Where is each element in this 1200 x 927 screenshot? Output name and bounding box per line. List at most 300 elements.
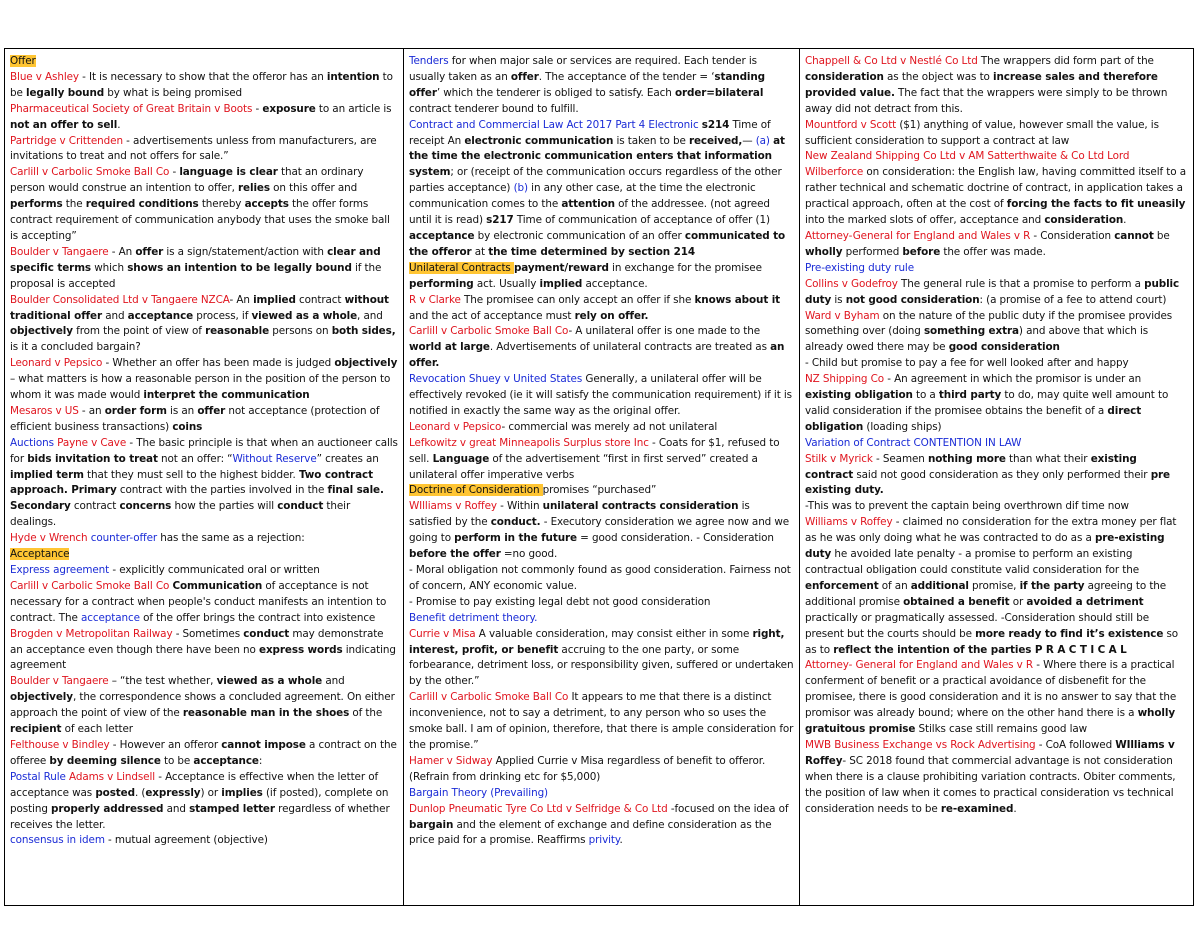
key-phrase: perform in the future bbox=[454, 532, 577, 545]
key-phrase: existing contract bbox=[805, 452, 1137, 481]
key-phrase: the time determined by section 214 bbox=[488, 245, 695, 258]
key-phrase: more ready to find it’s existence bbox=[975, 627, 1164, 640]
text-run: for when major sale or services are required. Each tender is usually taken as an bbox=[409, 55, 757, 83]
case-name: Carlill v Carbolic Smoke Ball Co bbox=[409, 691, 569, 704]
text-run: . ( bbox=[134, 786, 146, 799]
key-phrase: objectively bbox=[10, 325, 73, 338]
key-phrase: payment/reward bbox=[513, 261, 609, 274]
text-run: promise, bbox=[968, 579, 1020, 592]
text-run: - CoA followed bbox=[1035, 738, 1116, 751]
topic-link: Variation of Contract CONTENTION IN LAW bbox=[805, 436, 1022, 449]
note-paragraph bbox=[10, 54, 398, 70]
text-run: practically or pragmatically assessed. -Consideration should still be present but the courts should be bbox=[805, 611, 1150, 640]
key-phrase: knows about it bbox=[694, 293, 781, 306]
section-heading: Doctrine of Consideration bbox=[409, 484, 543, 497]
key-phrase: without traditional offer bbox=[10, 293, 389, 322]
text-run: of the bbox=[349, 707, 383, 720]
topic-link: Express agreement bbox=[10, 564, 110, 576]
key-phrase: nothing more bbox=[927, 452, 1006, 465]
key-phrase: communicated to the offeror bbox=[409, 229, 786, 258]
key-phrase: before the offer bbox=[409, 548, 501, 561]
key-phrase: an offer. bbox=[409, 341, 785, 370]
key-phrase: public duty bbox=[805, 277, 1180, 306]
case-name: Hyde v Wrench bbox=[10, 532, 88, 545]
key-phrase: shows an intention to be legally bound bbox=[127, 261, 352, 274]
key-phrase: concerns bbox=[119, 500, 172, 513]
text-run: by electronic communication of an offer bbox=[474, 229, 685, 242]
note-paragraph bbox=[409, 118, 794, 261]
text-run: how the parties will bbox=[171, 500, 278, 513]
topic-link: (b) bbox=[513, 182, 528, 195]
case-name: Chappell & Co Ltd v Nestlé Co Ltd bbox=[805, 55, 978, 67]
case-name: Payne v Cave bbox=[57, 436, 127, 449]
text-run: may demonstrate an acceptance even though there have been no bbox=[10, 627, 384, 656]
text-run: - advertisements unless from manufacturers, are invitations to treat and not offers for sale.” bbox=[10, 134, 377, 163]
case-name: Pharmaceutical Society of Great Britain v Boots bbox=[10, 102, 253, 115]
text-run: is an bbox=[166, 404, 198, 417]
key-phrase: viewed as a whole bbox=[216, 675, 323, 688]
text-run: ” creates an bbox=[316, 452, 379, 465]
text-run: -This was to prevent the captain being overthrown dif time now bbox=[805, 500, 1129, 513]
case-name: Williams v Roffey bbox=[805, 516, 893, 529]
key-phrase: pre existing duty. bbox=[805, 468, 1170, 497]
text-run: to an article is bbox=[315, 102, 392, 115]
text-run: , the correspondence shows a concluded agreement. On either approach the point of view of the bbox=[10, 691, 395, 720]
case-name: Dunlop Pneumatic Tyre Co Ltd v Selfridge & Co Ltd bbox=[409, 802, 668, 815]
note-paragraph bbox=[10, 674, 398, 738]
text-run: said not good consideration as they only performed their bbox=[853, 468, 1151, 481]
key-phrase: third party bbox=[938, 389, 1002, 402]
case-name: Felthouse v Bindley bbox=[10, 738, 110, 751]
text-run: the bbox=[62, 198, 86, 211]
text-run: - mutual agreement (objective) bbox=[104, 834, 268, 847]
key-phrase: not an offer to sell bbox=[10, 118, 118, 131]
key-phrase: legally bound bbox=[26, 86, 105, 99]
text-run: from the point of view of bbox=[72, 325, 206, 338]
column-offer-acceptance bbox=[5, 49, 403, 905]
text-run: of acceptance is not necessary for a contract when people's conduct manifests an intention to contract. The bbox=[10, 579, 387, 624]
note-paragraph bbox=[409, 595, 794, 611]
note-paragraph bbox=[409, 627, 794, 691]
text-run: contract with the parties involved in the bbox=[116, 484, 328, 497]
key-phrase: offer bbox=[510, 70, 539, 83]
note-paragraph bbox=[10, 436, 398, 531]
key-phrase: Communication bbox=[172, 579, 263, 592]
topic-link: Benefit detriment theory. bbox=[409, 611, 538, 624]
key-phrase: consideration bbox=[805, 70, 884, 83]
text-run: - bbox=[169, 166, 180, 179]
key-phrase: accepts bbox=[244, 198, 289, 211]
key-phrase: exposure bbox=[262, 102, 316, 115]
text-run: at bbox=[471, 245, 489, 258]
key-phrase: forcing the facts to fit uneasily bbox=[1006, 198, 1186, 211]
text-run: , and bbox=[357, 309, 383, 322]
text-run: – what matters is how a reasonable person in the position of the person to whom it was made would bbox=[10, 373, 391, 402]
case-name: Attorney- General for England and Wales v R bbox=[805, 659, 1034, 672]
text-run: in exchange for the promisee bbox=[608, 261, 762, 274]
note-paragraph bbox=[805, 261, 1188, 277]
key-phrase: s214 bbox=[701, 118, 730, 131]
note-paragraph bbox=[805, 372, 1188, 436]
topic-link: acceptance bbox=[81, 611, 140, 624]
topic-link: consensus in idem bbox=[10, 834, 105, 847]
text-run: acceptance. bbox=[582, 277, 648, 290]
note-paragraph bbox=[10, 356, 398, 404]
case-name: Boulder v Tangaere bbox=[10, 675, 109, 688]
text-run: and bbox=[163, 802, 190, 815]
text-run: . Advertisements of unilateral contracts are treated as bbox=[489, 341, 771, 354]
topic-link: counter-offer bbox=[90, 532, 158, 545]
text-run: which bbox=[91, 261, 128, 274]
key-phrase: avoided a detriment bbox=[1026, 595, 1144, 608]
key-phrase: not good consideration bbox=[845, 293, 980, 306]
text-run: their dealings. bbox=[10, 500, 351, 529]
text-run: in any other case, at the time the electronic communication comes to the bbox=[409, 182, 756, 211]
text-run: on consideration: the English law, having committed itself to a rather technical and schematic doctrine of contract, in application takes a practical approach, often at the cost of bbox=[805, 166, 1186, 211]
case-name: Mesaros v US bbox=[10, 404, 79, 417]
key-phrase: offer bbox=[197, 404, 226, 417]
key-phrase: enforcement bbox=[805, 579, 879, 592]
text-run: to be bbox=[160, 754, 194, 767]
note-paragraph bbox=[10, 833, 398, 849]
case-name: Boulder v Tangaere bbox=[10, 245, 109, 258]
key-phrase: if the party bbox=[1019, 579, 1085, 592]
topic-link: Tenders bbox=[409, 55, 449, 67]
note-paragraph bbox=[409, 372, 794, 420]
key-phrase: acceptance bbox=[409, 229, 475, 242]
text-run: performed bbox=[842, 245, 903, 258]
text-run: - Moral obligation not commonly found as good consideration. Fairness not of concern, ANY economic value. bbox=[409, 564, 791, 592]
text-run: on this offer and bbox=[269, 182, 358, 195]
note-paragraph bbox=[805, 436, 1188, 452]
topic-link: Revocation Shuey v United States bbox=[409, 373, 583, 386]
case-name: Brogden v Metropolitan Railway bbox=[10, 627, 173, 640]
text-run: — bbox=[742, 134, 756, 147]
text-run: - Seamen bbox=[872, 452, 928, 465]
text-run: : (a promise of a fee to attend court) bbox=[979, 293, 1167, 306]
text-run: ’ which the tenderer is obliged to satisfy. Each bbox=[436, 86, 675, 99]
topic-link: Bargain Theory (Prevailing) bbox=[409, 786, 549, 799]
text-run: and bbox=[322, 675, 345, 688]
note-paragraph bbox=[10, 245, 398, 293]
notes-sheet bbox=[4, 48, 1194, 906]
text-run: or bbox=[1009, 595, 1027, 608]
case-name: Stilk v Myrick bbox=[805, 452, 873, 465]
text-run: and the element of exchange and define consideration as the price paid for a promise. Reaffirms bbox=[409, 818, 772, 847]
text-run: -focused on the idea of bbox=[667, 802, 789, 815]
key-phrase: WIlliams v Roffey bbox=[805, 738, 1175, 767]
key-phrase: wholly bbox=[805, 245, 843, 258]
case-name: Attorney-General for England and Wales v R bbox=[805, 229, 1031, 242]
key-phrase: cannot impose bbox=[221, 738, 306, 751]
text-run: than what their bbox=[1005, 452, 1091, 465]
note-paragraph bbox=[409, 54, 794, 118]
note-paragraph bbox=[805, 277, 1188, 309]
case-name: Blue v Ashley bbox=[10, 70, 79, 83]
text-run: contract tenderer bound to fulfill. bbox=[409, 102, 579, 115]
text-run: Time of receipt An bbox=[409, 118, 771, 147]
key-phrase: re-examined bbox=[940, 802, 1014, 815]
key-phrase: at the time the electronic communication enters that information system bbox=[409, 134, 785, 179]
text-run: is it a concluded bargain? bbox=[10, 341, 141, 354]
note-paragraph bbox=[409, 690, 794, 754]
key-phrase: performing bbox=[409, 277, 474, 290]
text-run: is satisfied by the bbox=[409, 500, 750, 529]
key-phrase: acceptance bbox=[127, 309, 194, 322]
case-name: Ward v Byham bbox=[805, 309, 880, 322]
case-name: R v Clarke bbox=[409, 293, 461, 306]
text-run: ; or (receipt of the communication occurs regardless of the other parties acceptance) bbox=[409, 166, 782, 195]
note-paragraph bbox=[409, 802, 794, 850]
text-run: - Sometimes bbox=[172, 627, 244, 640]
text-run: is taken to be bbox=[613, 134, 689, 147]
key-phrase: conduct. bbox=[490, 516, 541, 529]
text-run: of the addressee. (not agreed until it is read) bbox=[409, 198, 770, 227]
key-phrase: coins bbox=[172, 420, 203, 433]
note-paragraph bbox=[805, 738, 1188, 818]
note-paragraph bbox=[10, 770, 398, 834]
case-name: Leonard v Pepsico bbox=[409, 420, 502, 433]
key-phrase: additional bbox=[910, 579, 969, 592]
key-phrase: world at large bbox=[409, 341, 490, 354]
key-phrase: unilateral contracts consideration bbox=[542, 500, 739, 513]
note-paragraph bbox=[805, 309, 1188, 357]
section-heading: Offer bbox=[10, 55, 36, 67]
note-paragraph bbox=[409, 563, 794, 595]
note-paragraph bbox=[805, 499, 1188, 515]
note-paragraph bbox=[409, 324, 794, 372]
text-run: be bbox=[1153, 229, 1170, 242]
key-phrase: implied bbox=[253, 293, 296, 306]
key-phrase: good consideration bbox=[948, 341, 1060, 354]
case-name: Mountford v Scott bbox=[805, 118, 897, 131]
key-phrase: implied bbox=[539, 277, 583, 290]
key-phrase: reasonable bbox=[205, 325, 270, 338]
key-phrase: direct obligation bbox=[805, 404, 1142, 433]
text-run: - Executory consideration we agree now and we going to bbox=[409, 516, 790, 545]
text-run: - Within bbox=[496, 500, 543, 513]
key-phrase: properly addressed bbox=[51, 802, 164, 815]
text-run: - claimed no consideration for the extra money per flat as he was only doing what he was contracted to do as a bbox=[805, 516, 1177, 545]
text-run: that an ordinary person would construe an intention to offer, bbox=[10, 166, 364, 195]
note-paragraph bbox=[805, 54, 1188, 118]
text-run: - The basic principle is that when an auctioneer calls for bbox=[10, 436, 398, 465]
text-run: - Whether an offer has been made is judged bbox=[102, 357, 335, 370]
text-run: of the offer brings the contract into existence bbox=[139, 611, 376, 624]
key-phrase: by deeming silence bbox=[49, 754, 161, 767]
key-phrase: before bbox=[902, 245, 941, 258]
text-run: = good consideration. - Consideration bbox=[576, 532, 774, 545]
key-phrase: intention bbox=[326, 70, 380, 83]
key-phrase: reflect the intention of the parties P R A C T I C A L bbox=[833, 643, 1127, 656]
column-tenders-consideration bbox=[403, 49, 799, 905]
topic-link: Without Reserve bbox=[232, 452, 317, 465]
topic-link: Postal Rule bbox=[10, 770, 66, 783]
note-paragraph bbox=[805, 229, 1188, 261]
topic-link: (a) bbox=[755, 134, 770, 147]
text-run: a contract on the offeree bbox=[10, 738, 397, 767]
key-phrase: implied term bbox=[10, 468, 84, 481]
text-run: has the same as a rejection: bbox=[157, 532, 305, 545]
text-run: Stilks case still remains good law bbox=[915, 723, 1088, 736]
key-phrase: wholly gratuitous promise bbox=[805, 707, 1175, 736]
text-run: into the marked slots of offer, acceptance and bbox=[805, 214, 1045, 227]
text-run: . bbox=[117, 118, 121, 131]
note-paragraph bbox=[409, 261, 794, 293]
text-run: on the nature of the public duty if the promisee provides something over (doing bbox=[805, 309, 1173, 338]
note-paragraph bbox=[10, 738, 398, 770]
text-run: - commercial was merely ad not unilateral bbox=[501, 420, 718, 433]
key-phrase: recipient bbox=[10, 723, 62, 736]
note-paragraph bbox=[409, 420, 794, 436]
text-run: . The acceptance of the tender = ‘ bbox=[538, 70, 715, 83]
text-run: contract bbox=[295, 293, 345, 306]
text-run: ($1) anything of value, however small the value, is sufficient consideration to support a contract at law bbox=[805, 118, 1159, 147]
text-run: - Acceptance is effective when the letter of acceptance was bbox=[10, 770, 379, 799]
text-run: to a bbox=[912, 389, 939, 402]
text-run: regardless of whether receives the letter. bbox=[10, 802, 390, 831]
text-run: - Consideration bbox=[1030, 229, 1115, 242]
text-run: - Promise to pay existing legal debt not good consideration bbox=[409, 595, 711, 608]
key-phrase: express words bbox=[259, 643, 343, 656]
key-phrase: existing obligation bbox=[805, 389, 913, 402]
text-run: the offer forms contract requirement of communication anybody that uses the smoke ball is accepting” bbox=[10, 198, 390, 242]
text-run: promises “purchased” bbox=[542, 484, 657, 497]
key-phrase: language is clear bbox=[179, 166, 278, 179]
key-phrase: obtained a benefit bbox=[903, 595, 1010, 608]
text-run: of the advertisement “first in first served” created a unilateral offer imperative verbs bbox=[409, 452, 758, 481]
note-paragraph bbox=[10, 531, 398, 547]
text-run: Time of communication of acceptance of offer (1) bbox=[513, 214, 770, 227]
note-paragraph bbox=[10, 404, 398, 436]
note-paragraph bbox=[805, 149, 1188, 229]
section-heading: Unilateral Contracts bbox=[409, 261, 514, 274]
text-run: - Where there is a practical conferment of benefit or a practical avoidance of disbenefit for the promisee, there is good consideration and it is no answer to say that the promisor was already bound; where on the other hand there is a bbox=[805, 659, 1177, 720]
text-run: if the proposal is accepted bbox=[10, 261, 382, 290]
text-run: : bbox=[258, 754, 263, 767]
topic-link: Auctions bbox=[10, 436, 54, 449]
note-paragraph bbox=[10, 563, 398, 579]
key-phrase: implies bbox=[221, 786, 263, 799]
text-run: process, if bbox=[193, 309, 252, 322]
note-paragraph bbox=[409, 754, 794, 786]
text-run: Generally, a unilateral offer will be effectively revoked (ie it will satisfy the communication requirement) if it is notified in exactly the same way as the original offer. bbox=[409, 373, 792, 417]
text-run: ) or bbox=[200, 786, 222, 799]
text-run: is bbox=[831, 293, 846, 306]
key-phrase: relies bbox=[238, 182, 270, 195]
text-run: by what is being promised bbox=[104, 86, 243, 99]
text-run: agreeing to the additional promise bbox=[805, 579, 1167, 608]
text-run: - an bbox=[78, 404, 105, 417]
key-phrase: Language bbox=[432, 452, 490, 465]
case-name: Collins v Godefroy bbox=[805, 277, 898, 290]
text-run: and bbox=[102, 309, 128, 322]
key-phrase: reasonable man in the shoes bbox=[182, 707, 350, 720]
text-run: - Coats for $1, refused to sell. bbox=[409, 436, 780, 465]
note-paragraph bbox=[409, 483, 794, 499]
key-phrase: bargain bbox=[409, 818, 454, 831]
text-run: A valuable consideration, may consist either in some bbox=[475, 627, 753, 640]
key-phrase: conduct bbox=[277, 500, 324, 513]
text-run: not acceptance (protection of efficient business transactions) bbox=[10, 404, 380, 433]
key-phrase: required conditions bbox=[85, 198, 199, 211]
text-run: and the act of acceptance must bbox=[409, 309, 575, 322]
key-phrase: stamped letter bbox=[189, 802, 275, 815]
case-name: Currie v Misa bbox=[409, 627, 476, 640]
note-paragraph bbox=[805, 118, 1188, 150]
key-phrase: clear and specific terms bbox=[10, 245, 381, 274]
note-paragraph bbox=[409, 293, 794, 325]
text-run: so as to bbox=[805, 627, 1179, 656]
note-paragraph bbox=[10, 627, 398, 675]
case-name: NZ Shipping Co bbox=[805, 373, 885, 386]
key-phrase: viewed as a whole bbox=[251, 309, 358, 322]
case-name: Leonard v Pepsico bbox=[10, 357, 103, 370]
text-run: =no good. bbox=[500, 548, 558, 561]
key-phrase: pre-existing duty bbox=[805, 532, 1165, 561]
key-phrase: standing offer bbox=[409, 70, 766, 99]
text-run: - However an offeror bbox=[109, 738, 222, 751]
key-phrase: attention bbox=[561, 198, 615, 211]
text-run: (loading ships) bbox=[863, 420, 942, 433]
key-phrase: cannot bbox=[1114, 229, 1154, 242]
key-phrase: bids invitation to treat bbox=[27, 452, 158, 465]
text-run: - explicitly communicated oral or written bbox=[109, 564, 320, 576]
text-run: - SC 2018 found that commercial advantage is not consideration when there is a clause prohibiting variation contracts. Obiter comments, the position of law when it comes to practical consideration vs technical consideration needs to be bbox=[805, 754, 1176, 815]
text-run: of an bbox=[878, 579, 911, 592]
text-run: thereby bbox=[198, 198, 245, 211]
text-run: The wrappers did form part of the bbox=[977, 55, 1154, 67]
text-run: – “the test whether, bbox=[108, 675, 217, 688]
text-run: . bbox=[619, 834, 623, 847]
text-run: that they must sell to the highest bidder. bbox=[83, 468, 299, 481]
note-paragraph bbox=[409, 436, 794, 484]
key-phrase: conduct bbox=[243, 627, 290, 640]
note-paragraph bbox=[10, 579, 398, 627]
text-run: is a sign/statement/action with bbox=[163, 245, 328, 258]
key-phrase: order form bbox=[104, 404, 167, 417]
key-phrase: posted bbox=[95, 786, 135, 799]
key-phrase: interpret the communication bbox=[143, 389, 310, 402]
key-phrase: something extra bbox=[923, 325, 1019, 338]
key-phrase: order=bilateral bbox=[674, 86, 764, 99]
case-name: New Zealand Shipping Co Ltd v AM Satterthwaite & Co Ltd Lord Wilberforce bbox=[805, 150, 1130, 179]
note-paragraph bbox=[10, 293, 398, 357]
note-paragraph bbox=[805, 658, 1188, 738]
key-phrase: acceptance bbox=[193, 754, 259, 767]
text-run: - It is necessary to show that the offeror has an bbox=[78, 70, 327, 83]
text-run: . bbox=[1013, 802, 1017, 815]
case-name: Partridge v Crittenden bbox=[10, 134, 123, 147]
topic-link: Pre-existing duty rule bbox=[805, 261, 915, 274]
topic-link: Contract and Commercial Law Act 2017 Part 4 Electronic bbox=[409, 118, 699, 131]
text-run: of each letter bbox=[61, 723, 133, 736]
text-run: he avoided late penalty - a promise to perform an existing contractual obligation could constitute valid consideration for the bbox=[805, 548, 1140, 576]
key-phrase: s217 bbox=[486, 214, 514, 227]
key-phrase: rely on offer. bbox=[574, 309, 649, 322]
case-name: Boulder Consolidated Ltd v Tangaere NZCA bbox=[10, 293, 230, 306]
topic-link: privity bbox=[588, 834, 620, 847]
key-phrase: objectively bbox=[334, 357, 398, 370]
text-run: - An bbox=[229, 293, 254, 306]
key-phrase: objectively bbox=[10, 691, 73, 704]
text-run: act. Usually bbox=[473, 277, 540, 290]
key-phrase: Two contract approach. Primary bbox=[10, 468, 373, 497]
case-name: MWB Business Exchange vs Rock Advertising bbox=[805, 738, 1036, 751]
note-paragraph bbox=[10, 547, 398, 563]
text-run: The promisee can only accept an offer if she bbox=[460, 293, 695, 306]
section-heading: Acceptance bbox=[10, 548, 70, 561]
